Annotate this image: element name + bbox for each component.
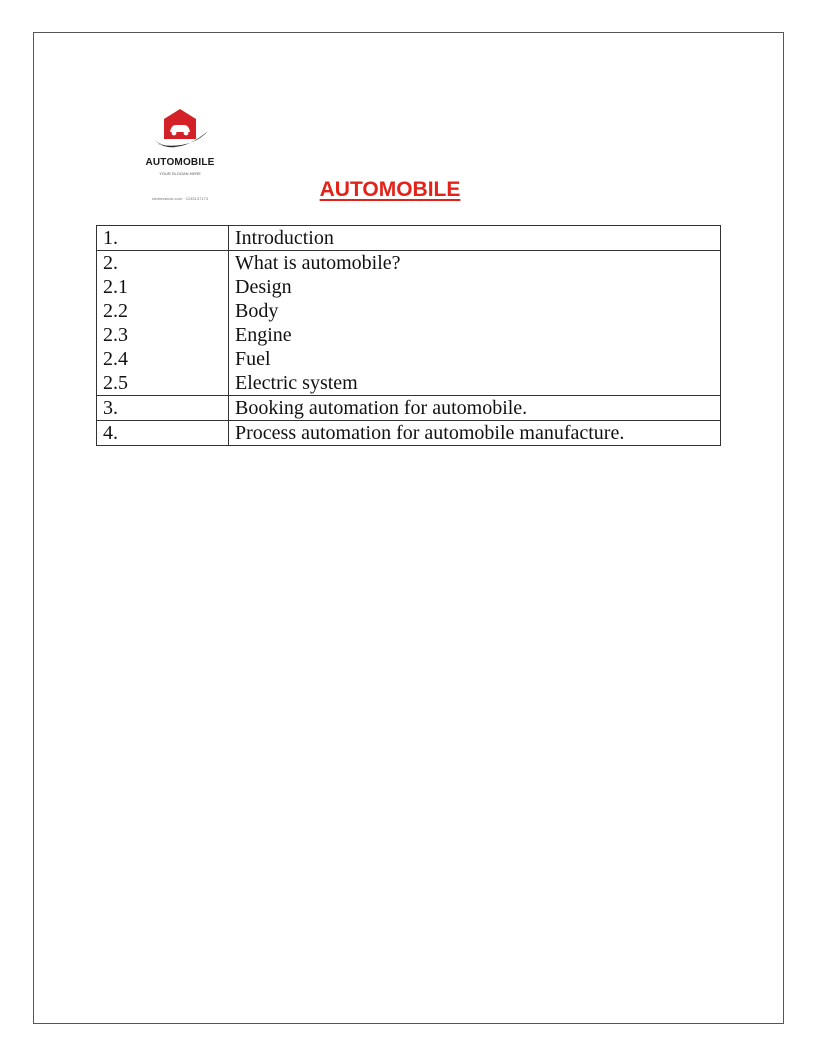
toc-label-cell bbox=[229, 421, 721, 446]
toc-number: 2.2 bbox=[103, 300, 128, 322]
toc-label: Introduction bbox=[235, 227, 334, 249]
logo-credit: shutterstock.com · 1245137173 bbox=[151, 196, 209, 201]
toc-label: Fuel bbox=[235, 348, 271, 370]
toc-number: 2.4 bbox=[103, 348, 128, 370]
toc-number: 2.5 bbox=[103, 372, 128, 394]
toc-number-cell bbox=[97, 226, 229, 251]
toc-row bbox=[97, 226, 721, 251]
table-of-contents bbox=[96, 225, 721, 446]
toc-label: Design bbox=[235, 276, 292, 298]
toc-label: Body bbox=[235, 300, 279, 322]
car-logo-icon bbox=[130, 105, 230, 157]
toc-row bbox=[97, 396, 721, 421]
toc-label: Process automation for automobile manufacture. bbox=[235, 422, 625, 444]
toc-label-cell bbox=[229, 226, 721, 251]
toc-number: 2.3 bbox=[103, 324, 128, 346]
toc-number: 1. bbox=[103, 227, 118, 249]
toc-label: Booking automation for automobile. bbox=[235, 397, 528, 419]
toc-label: Electric system bbox=[235, 372, 358, 394]
toc-row bbox=[97, 251, 721, 396]
page-title: AUTOMOBILE bbox=[319, 178, 461, 201]
logo-brand-text: AUTOMOBILE bbox=[145, 157, 215, 168]
toc-number: 2.1 bbox=[103, 276, 128, 298]
toc-label: What is automobile? bbox=[235, 252, 401, 274]
toc-number-cell bbox=[97, 396, 229, 421]
toc-number: 4. bbox=[103, 422, 118, 444]
toc-row bbox=[97, 421, 721, 446]
automobile-logo bbox=[130, 105, 230, 205]
toc-number-cell bbox=[97, 421, 229, 446]
logo-slogan: YOUR SLOGAN HERE bbox=[159, 171, 201, 176]
toc-number: 2. bbox=[103, 252, 118, 274]
toc-label-cell bbox=[229, 251, 721, 396]
toc-number: 3. bbox=[103, 397, 118, 419]
toc-number-cell bbox=[97, 251, 229, 396]
toc-label: Engine bbox=[235, 324, 292, 346]
toc-label-cell bbox=[229, 396, 721, 421]
